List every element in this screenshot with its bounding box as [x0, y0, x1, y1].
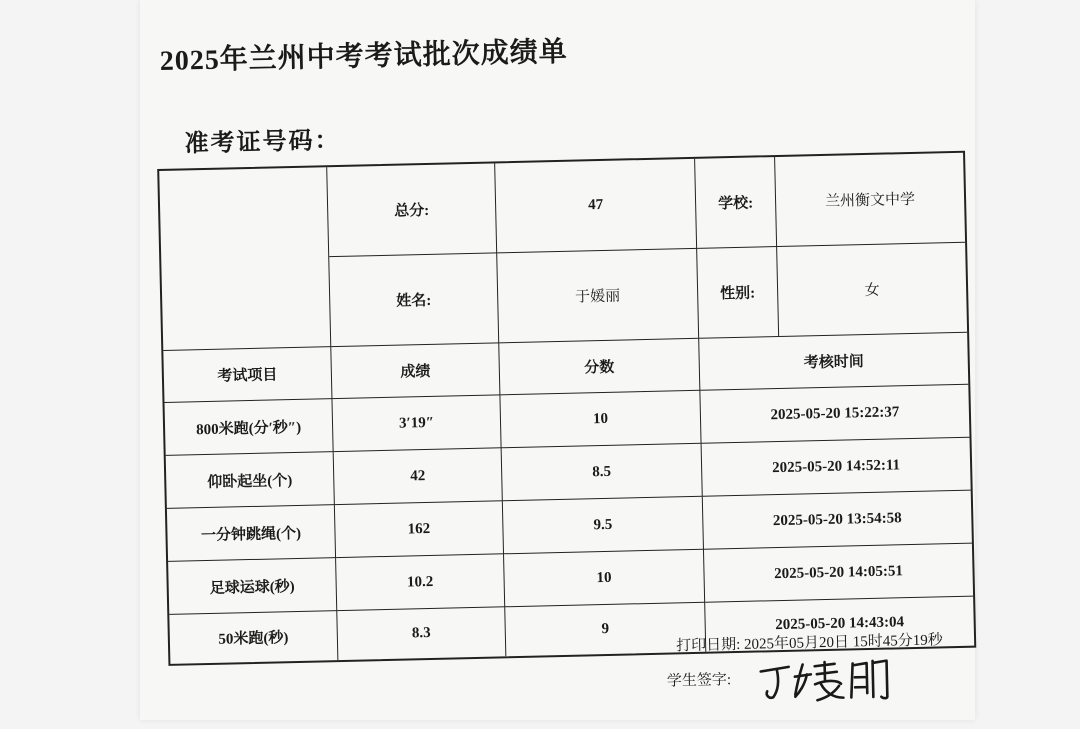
school-value: 兰州衡文中学: [775, 153, 965, 247]
table-row-score: 9.5: [503, 497, 704, 555]
page-title: 2025年兰州中考考试批次成绩单: [159, 36, 569, 77]
table-row-result: 3′19″: [332, 395, 501, 452]
table-row-time: 2025-05-20 14:05:51: [704, 544, 973, 603]
signature-label: 学生签字:: [666, 672, 732, 690]
name-label: 姓名:: [329, 253, 499, 347]
table-row-time: 2025-05-20 14:43:04: [775, 614, 905, 634]
handwritten-signature: [754, 652, 895, 705]
table-row-score: 10: [504, 550, 705, 608]
score-sheet-paper: [140, 0, 975, 720]
table-row-result: 8.3: [337, 607, 506, 660]
print-date: 打印日期: 2025年05月20日 15时45分19秒: [675, 632, 943, 655]
table-row-item: 一分钟跳绳(个): [167, 505, 336, 562]
table-row-score: 8.5: [502, 444, 703, 502]
table-row-item: 800米跑(分′秒″): [165, 399, 334, 456]
table-row-score: 10: [500, 391, 701, 449]
score-table: [157, 151, 976, 666]
table-row-item: 仰卧起坐(个): [166, 452, 335, 509]
gender-label: 性别:: [697, 247, 779, 339]
gender-value: 女: [777, 243, 967, 337]
total-value: 47: [495, 159, 697, 254]
table-row-time: 2025-05-20 15:22:37: [700, 385, 969, 444]
table-row-result: 42: [334, 448, 503, 505]
table-row-result: 10.2: [336, 554, 505, 611]
header-item: 考试项目: [163, 347, 332, 403]
name-value: 于媛丽: [497, 249, 699, 344]
table-row-result: 162: [335, 501, 504, 558]
score-sheet: [134, 0, 985, 729]
header-time: 考核时间: [699, 333, 968, 391]
school-label: 学校:: [695, 157, 777, 249]
table-row-item: 足球运球(秒): [168, 558, 337, 615]
total-label: 总分:: [327, 163, 497, 257]
table-row-time: 2025-05-20 13:54:58: [703, 491, 972, 550]
table-row-score: 9: [505, 603, 706, 657]
header-score: 分数: [499, 339, 700, 396]
blank-cell: [159, 167, 331, 351]
table-row-time: 2025-05-20 14:52:11: [702, 438, 971, 497]
exam-number-label: 准考证号码：: [184, 127, 341, 158]
table-row-item: 50米跑(秒): [169, 611, 338, 664]
header-result: 成绩: [331, 343, 500, 399]
